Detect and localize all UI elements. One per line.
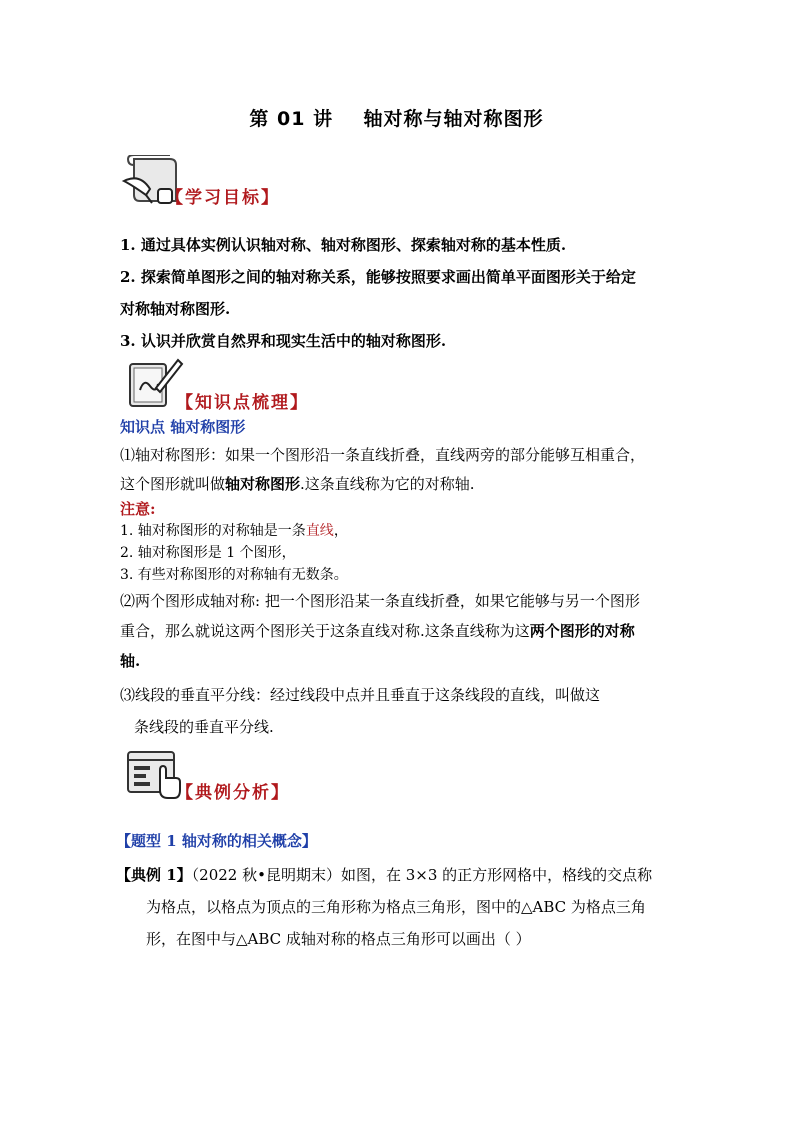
goal-item-1: 1. 通过具体实例认识轴对称、轴对称图形、探索轴对称的基本性质.: [120, 236, 567, 254]
goal-item-3: 3. 认识并欣赏自然界和现实生活中的轴对称图形.: [120, 332, 447, 350]
para-2-line-2: [120, 620, 635, 641]
term-axis-symmetric-figure: 轴对称图形: [225, 475, 301, 493]
para-1-line-2: [120, 473, 475, 494]
example-line-1: [116, 864, 652, 885]
section-banner-goals: 【学习目标】: [166, 188, 280, 208]
para-3-line-2: 条线段的垂直平分线.: [134, 718, 274, 736]
text: ，: [333, 523, 348, 539]
example-line-3: 形，在图中与△ABC 成轴对称的格点三角形可以画出（ ）: [146, 930, 531, 948]
para-2-line-3: 轴.: [120, 652, 141, 670]
browser-pointer-icon: [126, 748, 182, 802]
text: .这条直线称为它的对称轴.: [300, 475, 475, 493]
note-3: 3. 有些对称图形的对称轴有无数条。: [120, 567, 348, 583]
text: 重合，那么就说这两个图形关于这条直线对称.这条直线称为这: [120, 622, 530, 640]
para-2-line-1: ⑵两个图形成轴对称: 把一个图形沿某一条直线折叠，如果它能够与另一个图形: [120, 592, 640, 610]
para-3-line-1: ⑶线段的垂直平分线：经过线段中点并且垂直于这条线段的直线，叫做这: [120, 686, 601, 704]
question-type-label: 【题型 1 轴对称的相关概念】: [116, 832, 317, 850]
text: 1. 轴对称图形的对称轴是一条: [120, 523, 306, 539]
goal-item-2-cont: 对称轴对称图形.: [120, 300, 231, 318]
example-line-2: 为格点，以格点为顶点的三角形称为格点三角形，图中的△ABC 为格点三角: [146, 898, 646, 916]
term-line: 直线: [305, 523, 334, 539]
para-1-line-1: ⑴轴对称图形：如果一个图形沿一条直线折叠，直线两旁的部分能够互相重合，: [120, 446, 646, 464]
text: 这个图形就叫做: [120, 475, 226, 493]
example-label: 【典例 1】: [116, 866, 192, 884]
note-label: 注意:: [120, 500, 156, 518]
knowledge-heading: 知识点 轴对称图形: [120, 418, 246, 436]
section-banner-examples: 【典例分析】: [176, 783, 290, 803]
text: （2022 秋•昆明期末）如图，在 3×3 的正方形网格中，格线的交点称: [191, 866, 653, 884]
note-2: 2. 轴对称图形是 1 个图形，: [120, 545, 296, 561]
goal-item-2: 2. 探索简单图形之间的轴对称关系，能够按照要求画出简单平面图形关于给定: [120, 268, 636, 286]
term-two-figures-axis: 两个图形的对称: [529, 622, 635, 640]
note-1: [120, 520, 348, 540]
section-banner-knowledge: 【知识点梳理】: [176, 393, 309, 413]
page-title: 第 01 讲 轴对称与轴对称图形: [249, 108, 544, 130]
